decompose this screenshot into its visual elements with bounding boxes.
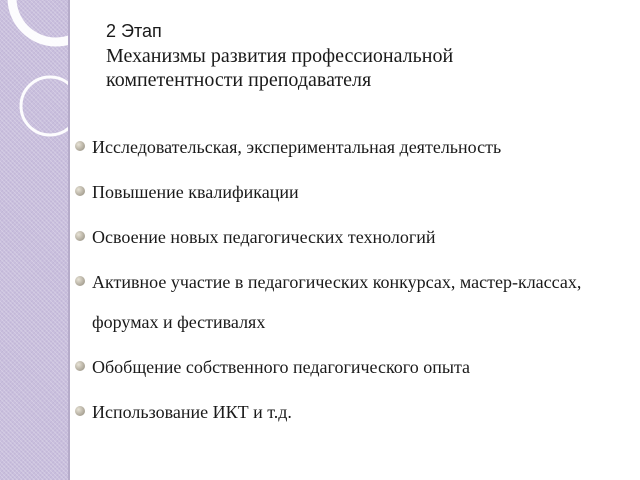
- slide-title: [106, 18, 606, 92]
- decorative-circles: [0, 0, 70, 480]
- list-item: [74, 262, 634, 342]
- bullet-icon: [75, 141, 85, 151]
- decorative-sidebar: [0, 0, 70, 480]
- bullet-icon: [75, 406, 85, 416]
- bullet-text: Активное участие в педагогических конкурсах, мастер-классах, форумах и фестивалях: [92, 272, 582, 332]
- list-item: [74, 392, 634, 432]
- bullet-text: Обобщение собственного педагогического опыта: [92, 357, 471, 377]
- heading-line-1: Механизмы развития профессиональной: [106, 45, 454, 67]
- bullet-icon: [75, 361, 85, 371]
- bullet-icon: [75, 276, 85, 286]
- list-item: [74, 217, 634, 257]
- bullet-text: Освоение новых педагогических технологий: [92, 227, 436, 247]
- bullet-text: Исследовательская, экспериментальная деятельность: [92, 137, 502, 157]
- bullet-icon: [75, 186, 85, 196]
- list-item: [74, 127, 634, 167]
- list-item: [74, 347, 634, 387]
- heading-line-2: компетентности преподавателя: [106, 69, 372, 91]
- bullet-text: Использование ИКТ и т.д.: [92, 402, 292, 422]
- bullet-text: Повышение квалификации: [92, 182, 299, 202]
- bullet-list: [74, 127, 634, 437]
- list-item: [74, 172, 634, 212]
- bullet-icon: [75, 231, 85, 241]
- step-label: 2 Этап: [106, 21, 162, 41]
